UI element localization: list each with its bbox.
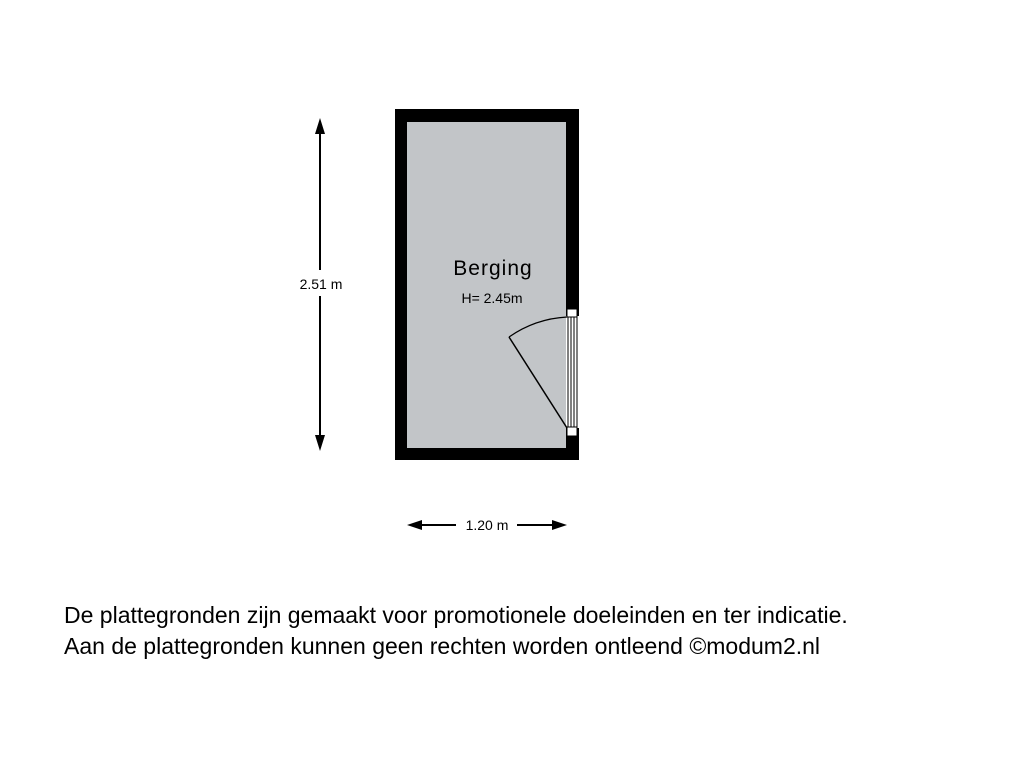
room-name: Berging: [453, 257, 533, 280]
disclaimer: [64, 600, 1004, 662]
horizontal-dimension: [407, 517, 567, 533]
vertical-dimension: [300, 118, 343, 451]
door-frame-bottom: [567, 427, 577, 436]
vertical-dimension-label: 2.51 m: [299, 276, 343, 292]
room-floor: [407, 122, 566, 448]
disclaimer-line-1: De plattegronden zijn gemaakt voor promotionele doeleinden en ter indicatie.: [64, 602, 848, 628]
disclaimer-line-2: Aan de plattegronden kunnen geen rechten worden ontleend ©modum2.nl: [64, 633, 821, 659]
door-frame-top: [567, 309, 577, 317]
arrow-up-icon: [315, 118, 325, 134]
room-height: H= 2.45m: [461, 290, 523, 306]
arrow-left-icon: [407, 520, 422, 530]
horizontal-dimension-label: 1.20 m: [465, 517, 509, 533]
arrow-right-icon: [552, 520, 567, 530]
arrow-down-icon: [315, 435, 325, 451]
